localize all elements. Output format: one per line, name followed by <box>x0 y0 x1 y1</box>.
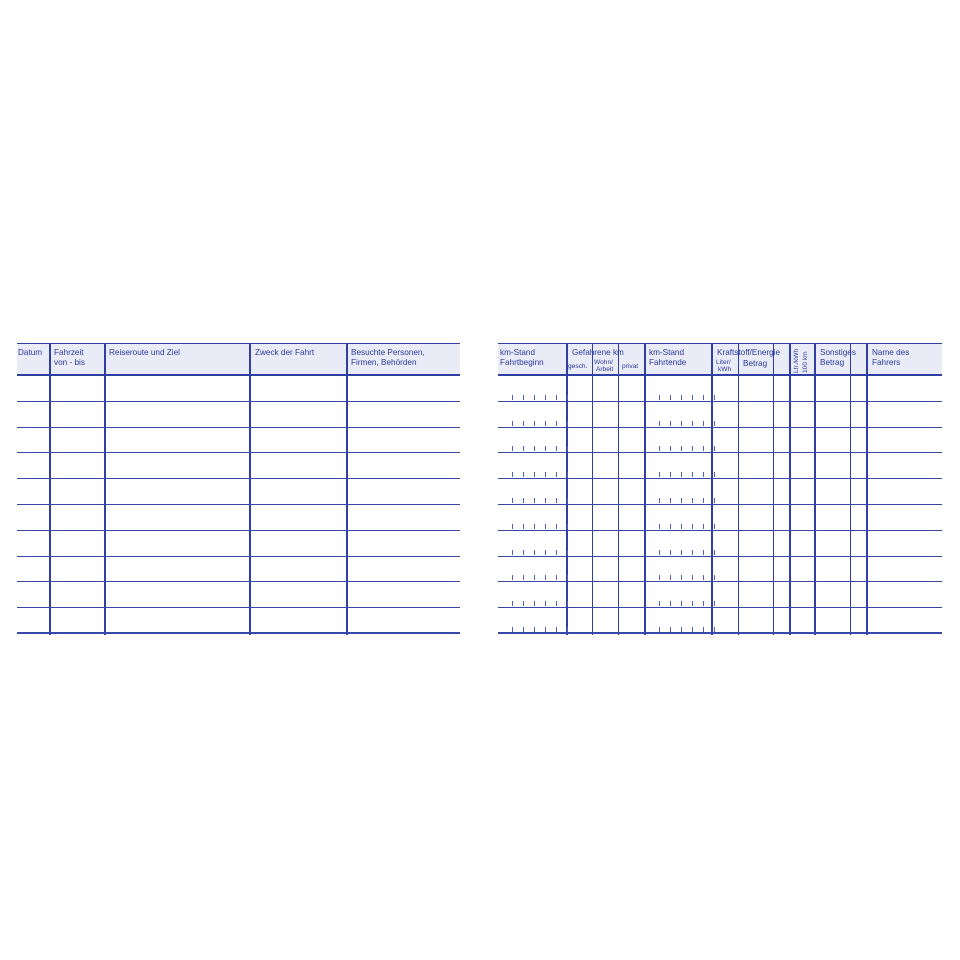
digit-tick-mark <box>703 395 704 400</box>
digit-tick-mark <box>659 395 660 400</box>
digit-tick-mark <box>556 601 557 606</box>
digit-tick-mark <box>512 472 513 477</box>
digit-tick-mark <box>670 498 671 503</box>
row-line <box>17 401 460 402</box>
digit-tick-mark <box>523 498 524 503</box>
digit-tick-mark <box>534 627 535 632</box>
header-gesch: gesch. <box>568 363 588 370</box>
digit-tick-mark <box>523 472 524 477</box>
digit-tick-mark <box>556 575 557 580</box>
digit-tick-mark <box>534 601 535 606</box>
digit-tick-mark <box>670 472 671 477</box>
digit-tick-mark <box>659 421 660 426</box>
digit-tick-mark <box>659 601 660 606</box>
digit-tick-mark <box>534 446 535 451</box>
header-betrag: Betrag <box>743 359 768 368</box>
column-divider <box>618 343 619 635</box>
row-line <box>498 427 942 428</box>
header-besuchte-line1: Besuchte Personen, <box>351 348 425 357</box>
digit-tick-mark <box>714 498 715 503</box>
digit-tick-mark <box>692 395 693 400</box>
header-km-end-line2: Fahrtende <box>649 358 687 367</box>
digit-tick-mark <box>534 421 535 426</box>
trip-log-left-page <box>17 343 460 635</box>
row-line <box>17 556 460 557</box>
digit-tick-mark <box>692 421 693 426</box>
digit-tick-mark <box>714 575 715 580</box>
header-wohn-line1: Wohn/ <box>594 359 613 366</box>
row-line <box>498 607 942 608</box>
digit-tick-mark <box>703 601 704 606</box>
header-km-end-line1: km-Stand <box>649 348 685 357</box>
header-zweck: Zweck der Fahrt <box>255 348 315 357</box>
digit-tick-mark <box>534 550 535 555</box>
header-liter-line2: kWh <box>718 366 732 373</box>
digit-tick-mark <box>714 446 715 451</box>
digit-tick-mark <box>714 627 715 632</box>
digit-tick-mark <box>545 395 546 400</box>
digit-tick-mark <box>659 498 660 503</box>
digit-tick-mark <box>567 627 568 632</box>
digit-tick-mark <box>659 472 660 477</box>
digit-tick-mark <box>567 395 568 400</box>
digit-tick-mark <box>545 421 546 426</box>
digit-tick-mark <box>681 627 682 632</box>
digit-tick-mark <box>523 550 524 555</box>
digit-tick-mark <box>512 575 513 580</box>
digit-tick-mark <box>659 524 660 529</box>
header-wohn-line2: Arbeit <box>596 366 614 373</box>
digit-tick-mark <box>534 498 535 503</box>
digit-tick-mark <box>692 575 693 580</box>
digit-tick-mark <box>681 395 682 400</box>
column-divider <box>566 343 568 635</box>
header-sonstiges-line1: Sonstiges <box>820 348 856 357</box>
digit-tick-mark <box>512 421 513 426</box>
digit-tick-mark <box>659 575 660 580</box>
digit-tick-mark <box>534 395 535 400</box>
column-divider <box>789 343 791 635</box>
digit-tick-mark <box>681 601 682 606</box>
digit-tick-mark <box>523 601 524 606</box>
row-line <box>17 530 460 531</box>
digit-tick-mark <box>670 601 671 606</box>
row-line <box>17 607 460 608</box>
digit-tick-mark <box>659 627 660 632</box>
row-line <box>498 581 942 582</box>
digit-tick-mark <box>512 524 513 529</box>
digit-tick-mark <box>523 627 524 632</box>
digit-tick-mark <box>556 395 557 400</box>
digit-tick-mark <box>659 550 660 555</box>
digit-tick-mark <box>670 550 671 555</box>
row-line <box>498 401 942 402</box>
column-divider <box>346 343 348 635</box>
digit-tick-mark <box>703 575 704 580</box>
digit-tick-mark <box>567 575 568 580</box>
digit-tick-mark <box>670 575 671 580</box>
column-divider <box>738 343 739 635</box>
digit-tick-mark <box>523 395 524 400</box>
header-liter-line1: Liter/ <box>716 359 731 366</box>
row-line <box>17 632 460 634</box>
digit-tick-mark <box>692 627 693 632</box>
column-divider <box>249 343 251 635</box>
digit-tick-mark <box>703 524 704 529</box>
header-name-line1: Name des <box>872 348 910 357</box>
digit-tick-mark <box>692 446 693 451</box>
digit-tick-mark <box>512 498 513 503</box>
column-divider <box>850 343 851 635</box>
digit-tick-mark <box>567 550 568 555</box>
digit-tick-mark <box>703 446 704 451</box>
row-line <box>498 478 942 479</box>
digit-tick-mark <box>545 498 546 503</box>
digit-tick-mark <box>714 472 715 477</box>
digit-tick-mark <box>556 498 557 503</box>
digit-tick-mark <box>512 550 513 555</box>
row-line <box>498 504 942 505</box>
header-gefahrene-km: Gefahrene km <box>572 348 624 357</box>
header-privat: privat <box>622 363 639 370</box>
column-divider <box>104 343 106 635</box>
digit-tick-mark <box>523 421 524 426</box>
digit-tick-mark <box>556 524 557 529</box>
header-km-start-line2: Fahrtbeginn <box>500 358 544 367</box>
column-divider <box>866 343 868 635</box>
digit-tick-mark <box>681 524 682 529</box>
header-kraftstoff: Kraftstoff/Energie <box>717 348 781 357</box>
digit-tick-mark <box>703 550 704 555</box>
digit-tick-mark <box>567 472 568 477</box>
row-line <box>17 581 460 582</box>
digit-tick-mark <box>681 421 682 426</box>
digit-tick-mark <box>681 550 682 555</box>
header-reiseroute: Reiseroute und Ziel <box>109 348 180 357</box>
digit-tick-mark <box>681 446 682 451</box>
header-km-start-line1: km-Stand <box>500 348 536 357</box>
digit-tick-mark <box>545 575 546 580</box>
digit-tick-mark <box>714 421 715 426</box>
digit-tick-mark <box>567 601 568 606</box>
trip-log-right-page <box>498 343 942 635</box>
digit-tick-mark <box>556 446 557 451</box>
column-divider <box>644 343 646 635</box>
digit-tick-mark <box>545 472 546 477</box>
column-divider <box>814 343 816 635</box>
digit-tick-mark <box>523 446 524 451</box>
digit-tick-mark <box>556 472 557 477</box>
digit-tick-mark <box>703 472 704 477</box>
digit-tick-mark <box>512 446 513 451</box>
digit-tick-mark <box>545 524 546 529</box>
header-datum: Datum <box>18 348 43 357</box>
digit-tick-mark <box>545 627 546 632</box>
digit-tick-mark <box>692 472 693 477</box>
digit-tick-mark <box>681 575 682 580</box>
column-divider <box>592 343 593 635</box>
header-sonstiges-line2: Betrag <box>820 358 845 367</box>
header-verbrauch-line2: 100 km <box>802 351 809 373</box>
row-line <box>17 504 460 505</box>
row-line <box>17 478 460 479</box>
digit-tick-mark <box>703 498 704 503</box>
digit-tick-mark <box>545 601 546 606</box>
digit-tick-mark <box>681 498 682 503</box>
digit-tick-mark <box>523 524 524 529</box>
row-line <box>17 452 460 453</box>
header-fahrzeit-line2: von - bis <box>54 358 85 367</box>
row-line <box>498 452 942 453</box>
digit-tick-mark <box>670 627 671 632</box>
digit-tick-mark <box>670 395 671 400</box>
column-divider <box>773 343 774 635</box>
column-divider <box>711 343 713 635</box>
header-verbrauch-line1: Ltr./kWh <box>793 348 800 373</box>
digit-tick-mark <box>714 601 715 606</box>
row-line <box>498 632 942 634</box>
digit-tick-mark <box>512 395 513 400</box>
header-fahrzeit-line1: Fahrzeit <box>54 348 84 357</box>
digit-tick-mark <box>534 472 535 477</box>
digit-tick-mark <box>703 627 704 632</box>
digit-tick-mark <box>545 446 546 451</box>
digit-tick-mark <box>714 550 715 555</box>
digit-tick-mark <box>703 421 704 426</box>
digit-tick-mark <box>556 550 557 555</box>
digit-tick-mark <box>692 498 693 503</box>
digit-tick-mark <box>567 498 568 503</box>
digit-tick-mark <box>534 524 535 529</box>
digit-tick-mark <box>692 524 693 529</box>
digit-tick-mark <box>523 575 524 580</box>
row-line <box>498 530 942 531</box>
header-name-line2: Fahrers <box>872 358 901 367</box>
digit-tick-mark <box>567 421 568 426</box>
digit-tick-mark <box>670 446 671 451</box>
digit-tick-mark <box>692 601 693 606</box>
digit-tick-mark <box>692 550 693 555</box>
digit-tick-mark <box>556 627 557 632</box>
row-line <box>17 427 460 428</box>
digit-tick-mark <box>512 627 513 632</box>
digit-tick-mark <box>714 524 715 529</box>
digit-tick-mark <box>714 395 715 400</box>
digit-tick-mark <box>567 524 568 529</box>
digit-tick-mark <box>681 472 682 477</box>
digit-tick-mark <box>534 575 535 580</box>
header-besuchte-line2: Firmen, Behörden <box>351 358 417 367</box>
digit-tick-mark <box>567 446 568 451</box>
row-line <box>498 556 942 557</box>
digit-tick-mark <box>670 524 671 529</box>
digit-tick-mark <box>545 550 546 555</box>
digit-tick-mark <box>556 421 557 426</box>
digit-tick-mark <box>670 421 671 426</box>
column-divider <box>49 343 51 635</box>
digit-tick-mark <box>659 446 660 451</box>
digit-tick-mark <box>512 601 513 606</box>
